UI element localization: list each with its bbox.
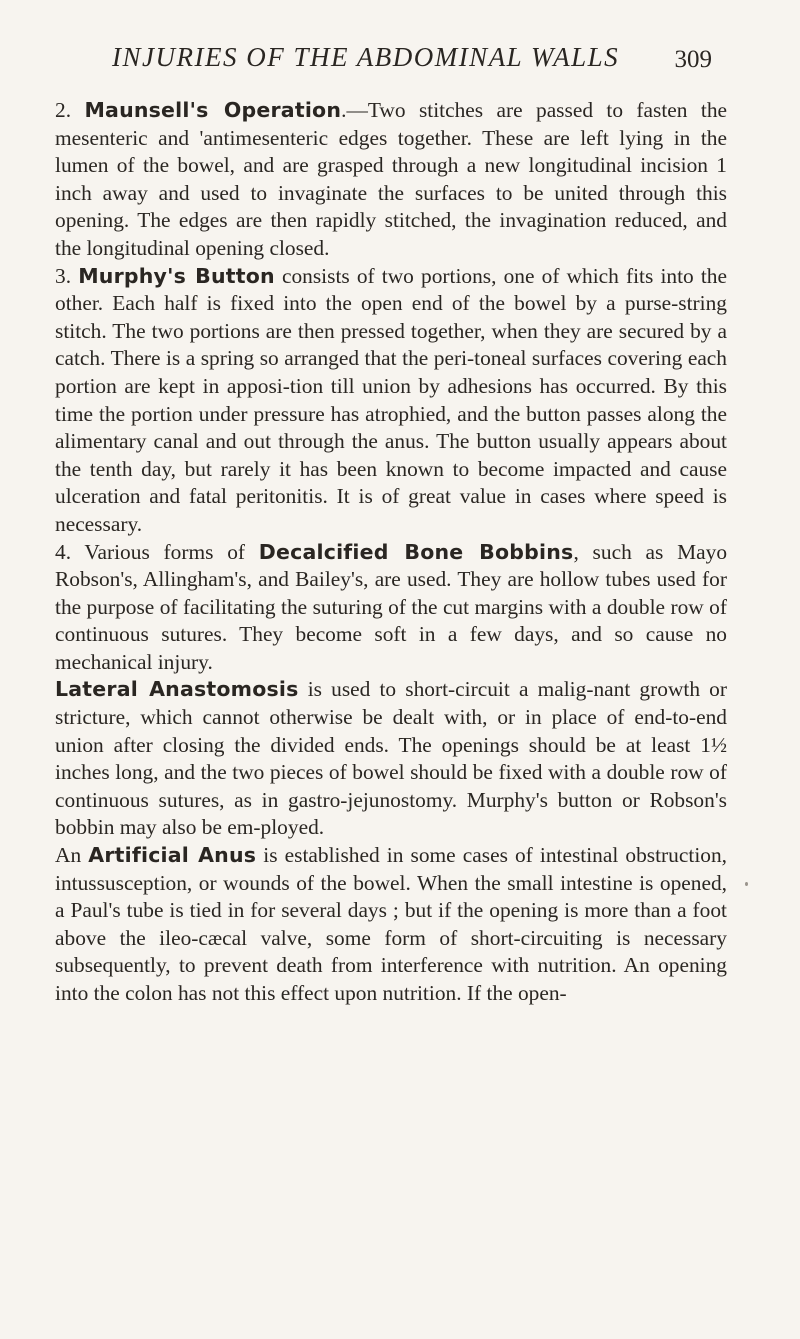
paragraph-lead: 4. Various forms of — [55, 539, 259, 564]
paragraph-lead: An — [55, 843, 89, 868]
heading-lateral-anastomosis: Lateral Anastomosis — [55, 677, 299, 702]
body-text — [55, 97, 727, 1008]
paragraph-text-continued: inches long, and the two pieces of bowel should be fixed with a double row of continuous sutures, as in gastro-jejunostomy. Murphy's button or Robson's bobbin may also be em-ployed. — [55, 760, 727, 840]
paragraph-text: .—Two stitches are passed to fasten the mesenteric and 'antimesenteric edges together. These are left lying in the lumen of the bowel, and are grasped through a new longitudinal incision 1 inch away and used to invaginate the surfaces to be united through this opening. The edges are then rapidly stitched, the invagination reduced, and the longitudinal opening closed. — [55, 98, 728, 260]
paragraph-artificial-anus — [55, 842, 727, 1008]
heading-maunsell-operation: Maunsell's Operation — [84, 98, 342, 122]
heading-artificial-anus: Artificial Anus — [88, 843, 257, 868]
paragraph-text: consists of two portions, one of which fits into the other. Each half is fixed into the open end of the bowel by a purse-string stitch. The two portions are then pressed together, when they are secured by a catch. There is a spring so arranged that the peri-toneal surfaces covering each portion are kept in apposi-tion till union by adhesions has occurred. By this time the portion under pressure has atrophied, and the button passes along the alimentary canal and out through the anus. The button usually appears about the tenth day, but rarely it has been known to become impacted and cause ulceration and fatal peritonitis. It is of great value in cases where speed is necessary. — [55, 263, 728, 536]
heading-decalcified-bone-bobbins: Decalcified Bone Bobbins — [258, 539, 574, 564]
heading-murphys-button: Murphy's Button — [78, 263, 275, 288]
paragraph-text: , such as Mayo Robson's, Allingham's, and Bailey's, are used. They are hollow tubes used for the purpose of facilitating the suturing of the cut margins with a double row of continuous sutures. They become soft in a few days, and so cause no mechanical injury. — [55, 539, 728, 674]
running-title: INJURIES OF THE ABDOMINAL WALLS — [112, 42, 620, 72]
paragraph-lead: 3. — [55, 263, 79, 288]
fraction-inches: 1½ — [700, 732, 727, 757]
paragraph-lateral-anastomosis — [55, 676, 727, 842]
paragraph-text: is established in some cases of intestinal obstruction, intussusception, or wounds of the bowel. When the small intestine is opened, a Paul's tube is tied in for several days ; but if the opening is more than a foot above the ileo-cæcal valve, some form of short-circuiting is necessary subsequently, to prevent death from interference with nutrition. An opening into the colon has not this effect upon nutrition. If the open- — [55, 843, 727, 1005]
paragraph-decalcified-bone-bobbins — [55, 539, 727, 677]
page-number: 309 — [674, 46, 712, 73]
running-head — [112, 42, 712, 82]
paragraph-murphys-button — [55, 263, 727, 539]
margin-speck — [745, 882, 748, 886]
paragraph-lead: 2. — [55, 98, 85, 122]
paragraph-text: is used to short-circuit a malig-nant growth or stricture, which cannot otherwise be dealt with, or in place of end-to-end union after closing the divided ends. The openings should be at least — [55, 677, 727, 757]
paragraph-maunsell-operation — [55, 97, 727, 263]
